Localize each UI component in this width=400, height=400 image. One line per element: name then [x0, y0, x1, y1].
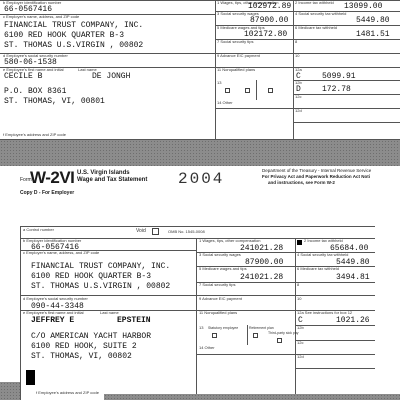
box12b-label: 12b	[295, 80, 302, 85]
box12a-code: C	[296, 72, 301, 81]
box6-value: 3494.81	[336, 273, 370, 282]
employee-ssn-value: 580-06-1538	[4, 58, 57, 67]
employee-ssn-label: d Employee's social security number	[23, 296, 88, 301]
box7-label: 7 Social security tips	[217, 39, 254, 44]
department-line: Department of the Treasury - Internal Revenue Service	[262, 168, 372, 173]
employer-name-line2: 6100 RED HOOK QUARTER B-3	[4, 31, 125, 40]
box6-label: 6 Medicare tax withheld	[295, 25, 338, 30]
box4-value: 5449.80	[356, 16, 390, 25]
box12b-value: 172.78	[322, 85, 351, 94]
employee-name-label: e Employee's first name and initial	[23, 310, 84, 315]
box2-label: 2 Income tax withheld	[304, 238, 343, 243]
employer-name-line1: FINANCIAL TRUST COMPANY, INC.	[31, 262, 171, 271]
employer-name-label: c Employer's name, address, and ZIP code	[3, 14, 80, 19]
box8-label: 8	[295, 39, 298, 44]
employee-first-name: JEFFREY E	[31, 316, 75, 325]
omb-number: OMB No. 1545-0008	[168, 229, 205, 234]
box14-label: 14 Other	[217, 100, 233, 105]
employer-id-label: b Employer identification number	[23, 238, 82, 243]
statutory-employee-checkbox[interactable]	[212, 333, 217, 338]
box3-value: 87900.00	[245, 258, 284, 267]
box4-value: 5449.80	[336, 258, 370, 267]
redaction-block	[26, 370, 35, 385]
box4-label: 4 Social security tax withheld	[295, 11, 347, 16]
box12c-label: 12c	[297, 340, 304, 345]
employee-lastname-label: Last name	[78, 67, 97, 72]
retirement-plan-checkbox[interactable]	[245, 88, 250, 93]
box11-label: 11 Nonqualified plans	[217, 67, 256, 72]
form-title-line1: U.S. Virgin Islands	[77, 170, 130, 176]
box12a-code: C	[298, 316, 303, 325]
box8-label: 8	[297, 282, 300, 287]
employee-address-label: f Employee's address and ZIP code	[36, 390, 99, 395]
copy-designation: Copy D - For Employer	[20, 190, 75, 196]
employee-address-line3: ST. THOMAS, VI, 00802	[31, 352, 132, 361]
box9-label: 9 Advance EIC payment	[217, 53, 260, 58]
employer-name-line3: ST. THOMAS U.S.VIRGIN , 00802	[4, 41, 144, 50]
box12b-label: 12b	[297, 325, 304, 330]
box12c-label: 12c	[295, 94, 302, 99]
employee-first-name: CECILE B	[4, 72, 43, 81]
employer-id-value: 66-0567416	[31, 243, 80, 252]
third-party-sick-pay-label: Third-party sick pay	[268, 331, 299, 335]
box1-value: 241021.28	[240, 244, 284, 253]
box12a-label: 12a	[295, 67, 302, 72]
box2-label: 2 Income tax withheld	[295, 0, 334, 5]
void-checkbox[interactable]	[152, 228, 159, 235]
employee-last-name: DE JONGH	[92, 72, 131, 81]
third-party-sick-pay-checkbox[interactable]	[277, 338, 282, 343]
employee-address-label: f Employee's address and ZIP code	[3, 132, 66, 137]
box6-label: 6 Medicare tax withheld	[297, 266, 340, 271]
box3-value: 87900.00	[250, 16, 289, 25]
tax-year: 2004	[178, 170, 225, 188]
box5-value: 241021.28	[240, 273, 284, 282]
employer-id-value: 66-0567416	[4, 5, 53, 14]
employee-lastname-label: Last name	[100, 310, 119, 315]
retirement-plan-checkbox[interactable]	[253, 333, 258, 338]
box1-label: 1 Wages, tips, other compensation	[217, 0, 279, 5]
box5-value: 102172.80	[244, 30, 288, 39]
box6-value: 1481.51	[356, 30, 390, 39]
box1-label: 1 Wages, tips, other compensation	[199, 238, 261, 243]
box11-label: 11 Nonqualified plans	[199, 310, 238, 315]
box5-label: 5 Medicare wages and tips	[217, 25, 265, 30]
box5-label: 5 Medicare wages and tips	[199, 266, 247, 271]
box2-value: 13099.00	[344, 2, 383, 11]
box1-value: 102972.89	[248, 2, 292, 11]
state-local-band-left	[0, 382, 20, 400]
employee-address-line2: 6100 RED HOOK, SUITE 2	[31, 342, 137, 351]
void-label: Void	[136, 228, 146, 234]
box12d-label: 12d	[295, 108, 302, 113]
third-party-sick-pay-checkbox[interactable]	[268, 88, 273, 93]
state-local-band	[0, 140, 400, 166]
box12a-label: 12a See instructions for box 12	[297, 310, 353, 315]
box12b-code: D	[296, 85, 301, 94]
box9-label: 9 Advance EIC payment	[199, 296, 242, 301]
box4-label: 4 Social security tax withheld	[297, 252, 349, 257]
box2-value: 65684.00	[330, 244, 369, 253]
form-word: Form	[20, 177, 32, 183]
box10-label: 10	[297, 296, 302, 301]
employee-address-line2: ST. THOMAS, VI, 00801	[4, 97, 105, 106]
employer-name-line1: FINANCIAL TRUST COMPANY, INC.	[4, 21, 144, 30]
employee-ssn-label: d Employee's social security number	[3, 53, 68, 58]
box12d-label: 12d	[297, 354, 304, 359]
box12a-value: 5099.91	[322, 72, 356, 81]
box3-label: 3 Social security wages	[217, 11, 259, 16]
state-local-band	[104, 394, 400, 400]
privacy-line1: For Privacy Act and Paperwork Reduction Act Noti	[262, 174, 370, 179]
statutory-employee-checkbox[interactable]	[225, 88, 230, 93]
employer-id-label: b Employer identification number	[3, 0, 62, 5]
box14-label: 14 Other	[199, 345, 215, 350]
employer-name-line2: 6100 RED HOOK QUARTER B-3	[31, 272, 152, 281]
employee-address-line1: C/O AMERICAN YACHT HARBOR	[31, 332, 152, 341]
box7-label: 7 Social security tips	[199, 282, 236, 287]
form-name: W-2VI	[30, 168, 75, 187]
employee-ssn-value: 090-44-3348	[31, 302, 84, 311]
form-title-line2: Wage and Tax Statement	[77, 177, 148, 183]
employer-name-line3: ST. THOMAS U.S.VIRGIN , 00802	[31, 282, 171, 291]
statutory-employee-label: Statutory employee	[208, 326, 239, 330]
box3-label: 3 Social security wages	[199, 252, 241, 257]
employer-name-label: c Employer's name, address, and ZIP code	[23, 250, 100, 255]
control-number-label: a Control number	[23, 227, 54, 232]
employee-address-line1: P.O. BOX 8361	[4, 87, 67, 96]
box13-label: 13	[217, 80, 222, 85]
box12a-value: 1021.26	[336, 316, 370, 325]
employee-last-name: EPSTEIN	[117, 316, 151, 325]
privacy-line2: and instructions, see Form W-2	[268, 180, 335, 185]
box10-label: 10	[295, 53, 300, 58]
employee-name-label: e Employee's first name and initial	[3, 67, 64, 72]
retirement-plan-label: Retirement plan	[249, 326, 274, 330]
box2-marker	[297, 240, 302, 245]
box13-label: 13	[199, 325, 204, 330]
